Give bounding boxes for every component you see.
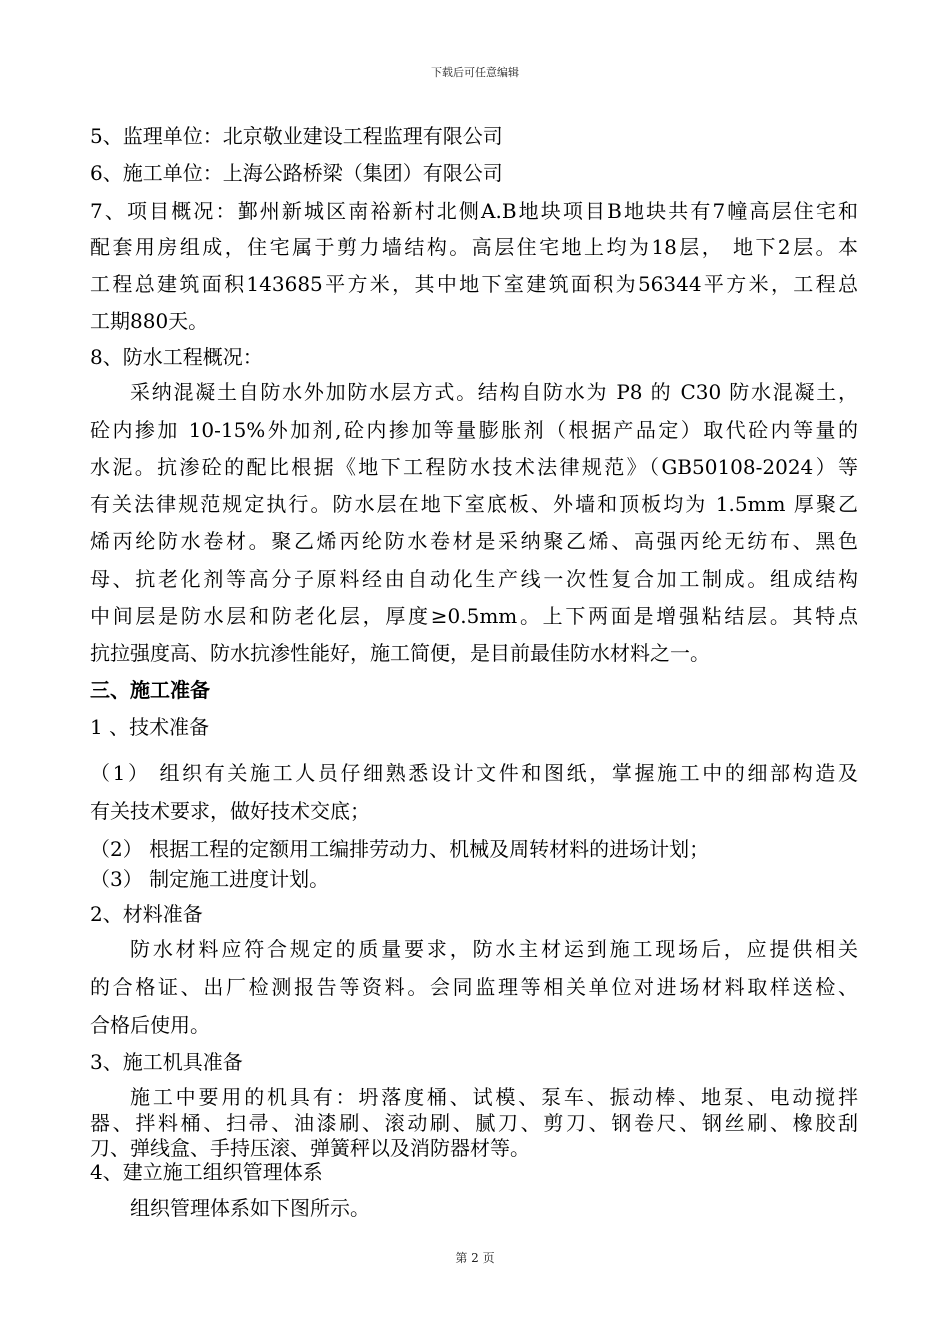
- page-number: 第 2 页: [455, 1251, 495, 1265]
- technical-item-2: （2） 根据工程的定额用工编排劳动力、机械及周转材料的进场计划；: [90, 837, 710, 861]
- waterproofing-para-line-5: 烯丙纶防水卷材。聚乙烯丙纶防水卷材是采纳聚乙烯、高强丙纶无纺布、黑色: [90, 529, 858, 553]
- equipment-prep-heading: 3、施工机具准备: [90, 1050, 243, 1074]
- waterproofing-overview-heading: 8、防水工程概况：: [90, 345, 263, 369]
- construction-unit-line: 6、施工单位：上海公路桥梁（集团）有限公司: [90, 161, 503, 185]
- project-overview-line-4: 工期880天。: [90, 309, 209, 333]
- material-prep-heading: 2、材料准备: [90, 902, 203, 926]
- technical-prep-heading: 1 、技术准备: [90, 715, 210, 739]
- project-overview-line-2: 配套用房组成，住宅属于剪力墙结构。高层住宅地上均为18层， 地下2层。本: [90, 235, 858, 259]
- material-para-line-1: 防水材料应符合规定的质量要求，防水主材运到施工现场后，应提供相关: [130, 937, 858, 961]
- waterproofing-para-line-7: 中间层是防水层和防老化层，厚度≥0.5mm。上下两面是增强粘结层。其特点: [90, 604, 858, 628]
- technical-item-1-line-1: （1） 组织有关施工人员仔细熟悉设计文件和图纸，掌握施工中的细部构造及: [90, 761, 858, 785]
- project-overview-line-1: 7、项目概况：鄞州新城区南裕新村北侧A.B地块项目B地块共有7幢高层住宅和: [90, 199, 858, 223]
- project-overview-line-3: 工程总建筑面积143685平方米，其中地下室建筑面积为56344平方米，工程总: [90, 272, 858, 296]
- waterproofing-para-line-3: 水泥。抗渗砼的配比根据《地下工程防水技术法律规范》（GB50108-2024）等: [90, 455, 858, 479]
- equipment-para-line-3: 刀、弹线盒、手持压滚、弹簧秤以及消防器材等。: [90, 1136, 530, 1160]
- management-system-text: 组织管理体系如下图所示。: [130, 1196, 370, 1220]
- technical-item-3: （3） 制定施工进度计划。: [90, 867, 330, 891]
- supervision-unit-line: 5、监理单位：北京敬业建设工程监理有限公司: [90, 124, 503, 148]
- technical-item-1-line-2: 有关技术要求，做好技术交底；: [90, 799, 370, 823]
- waterproofing-para-line-6: 母、抗老化剂等高分子原料经由自动化生产线一次性复合加工制成。组成结构: [90, 567, 858, 591]
- management-system-heading: 4、建立施工组织管理体系: [90, 1160, 323, 1184]
- waterproofing-para-line-8: 抗拉强度高、防水抗渗性能好，施工简便，是目前最佳防水材料之一。: [90, 641, 710, 665]
- page-header: 下载后可任意编辑: [431, 66, 519, 79]
- equipment-para-line-1: 施工中要用的机具有：坍落度桶、试模、泵车、振动棒、地泵、电动搅拌: [130, 1085, 858, 1109]
- material-para-line-2: 的合格证、出厂检测报告等资料。会同监理等相关单位对进场材料取样送检、: [90, 975, 858, 999]
- waterproofing-para-line-2: 砼内掺加 10-15%外加剂,砼内掺加等量膨胀剂（根据产品定）取代砼内等量的: [90, 418, 858, 442]
- material-para-line-3: 合格后使用。: [90, 1013, 210, 1037]
- waterproofing-para-line-4: 有关法律规范规定执行。防水层在地下室底板、外墙和顶板均为 1.5mm 厚聚乙: [90, 492, 858, 516]
- waterproofing-para-line-1: 采纳混凝土自防水外加防水层方式。结构自防水为 P8 的 C30 防水混凝土，: [130, 380, 858, 404]
- section-title-construction-prep: 三、施工准备: [90, 678, 210, 702]
- equipment-para-line-2: 器、拌料桶、扫帚、油漆刷、滚动刷、腻刀、剪刀、钢卷尺、钢丝刷、橡胶刮: [90, 1111, 858, 1135]
